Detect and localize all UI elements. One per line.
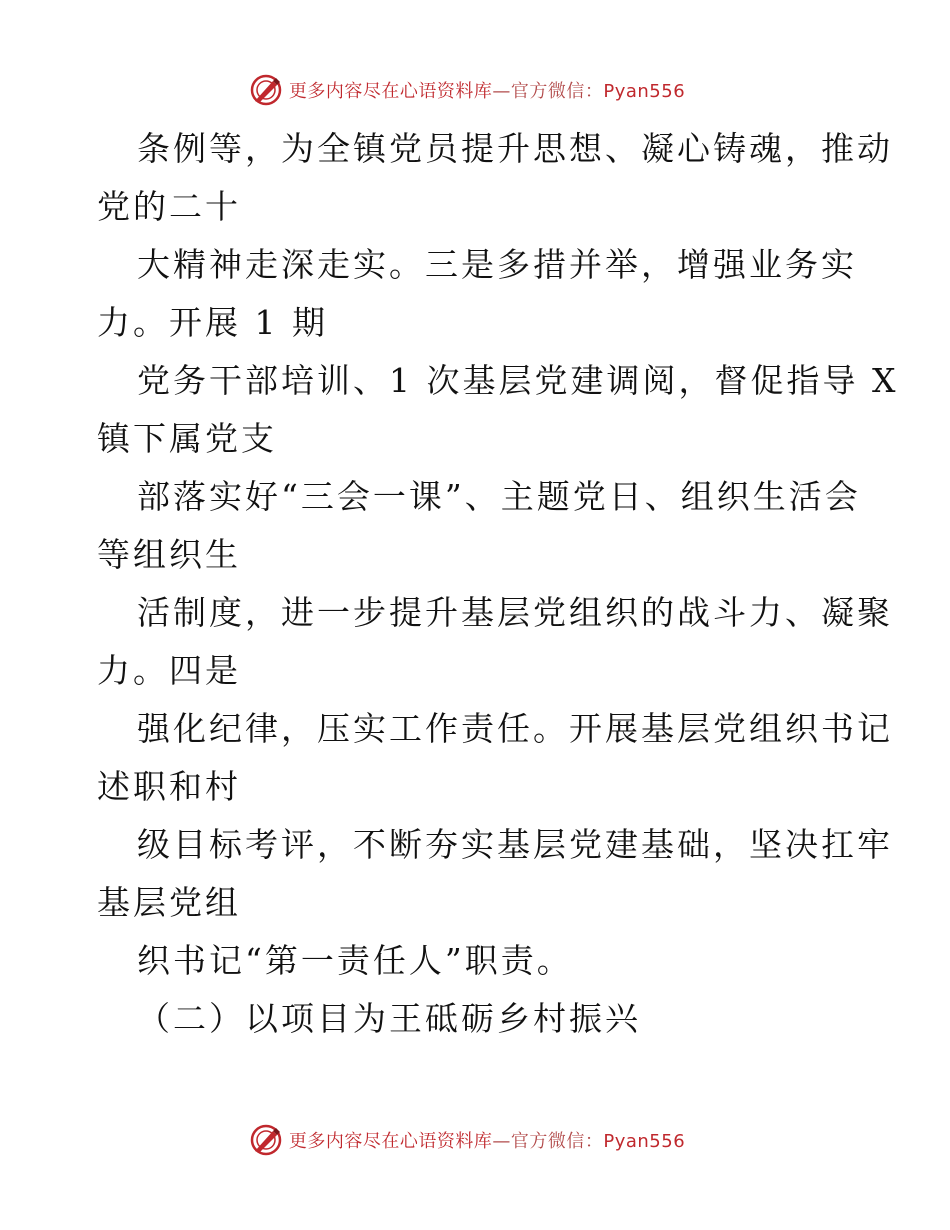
header-watermark-banner xyxy=(0,70,950,110)
text-line: 党务干部培训、1 次基层党建调阅，督促指导 X xyxy=(137,361,899,400)
document-body xyxy=(97,120,899,1048)
watermark-wechat-label: —官方微信： xyxy=(492,81,604,102)
text-line: 条例等，为全镇党员提升思想、凝心铸魂，推动 xyxy=(137,129,893,168)
text-line: 活制度，进一步提升基层党组织的战斗力、凝聚 xyxy=(137,593,893,632)
watermark-site: 更多内容尽在心语资料库 xyxy=(288,81,493,102)
text-line: 述职和村 xyxy=(97,767,241,806)
text-line: 级目标考评，不断夯实基层党建基础，坚决扛牢 xyxy=(137,825,893,864)
text-line: 强化纪律，压实工作责任。开展基层党组织书记 xyxy=(137,709,893,748)
watermark-text xyxy=(289,1127,685,1153)
watermark-wechat-id: Pyan556 xyxy=(603,1131,686,1152)
text-line: 大精神走深走实。三是多措并举，增强业务实 xyxy=(137,245,857,284)
watermark-text xyxy=(289,77,685,103)
text-line: 织书记“第一责任人”职责。 xyxy=(137,941,573,980)
text-line: 力。四是 xyxy=(97,651,241,690)
text-line: 党的二十 xyxy=(97,187,241,226)
pen-logo-icon xyxy=(249,73,283,107)
section-heading: （二）以项目为王砥砺乡村振兴 xyxy=(137,999,641,1038)
footer-watermark-banner xyxy=(0,1120,950,1160)
text-line: 基层党组 xyxy=(97,883,241,922)
text-line: 部落实好“三会一课”、主题党日、组织生活会 xyxy=(137,477,861,516)
watermark-wechat-id: Pyan556 xyxy=(603,81,686,102)
pen-logo-icon xyxy=(249,1123,283,1157)
watermark-wechat-label: —官方微信： xyxy=(492,1131,604,1152)
text-line: 力。开展 1 期 xyxy=(97,303,328,342)
text-line: 镇下属党支 xyxy=(97,419,277,458)
watermark-site: 更多内容尽在心语资料库 xyxy=(288,1131,493,1152)
text-line: 等组织生 xyxy=(97,535,241,574)
